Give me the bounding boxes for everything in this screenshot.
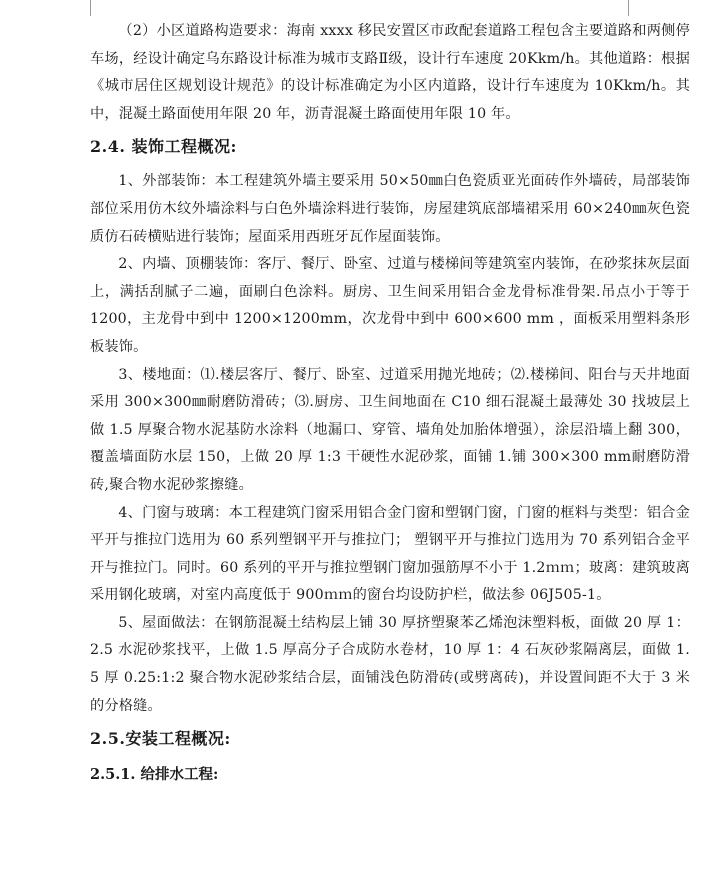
exterior-decoration-paragraph: 1、外部装饰：本工程建筑外墙主要采用 50×50㎜白色瓷质亚光面砖作外墙砖，局部装饰部位采用仿木纹外墙涂料与白色外墙涂料进行装饰，房屋建筑底部墙裙采用 60×240㎜灰色瓷质仿石砖横贴进行装饰；屋面采用西班牙瓦作屋面装饰。 (90, 173, 690, 245)
section-heading-decoration: 2.4. 装饰工程概况: (90, 137, 237, 157)
subsection-heading-plumbing: 2.5.1. 给排水工程: (90, 766, 219, 784)
floor-paragraph: 3、楼地面：⑴.楼层客厅、餐厅、卧室、过道采用抛光地砖；⑵.楼梯间、阳台与天井地面采用 300×300㎜耐磨防滑砖；⑶.厨房、卫生间地面在 C10 细石混凝土最薄处 30 找坡层上做 1.5 厚聚合物水泥基防水涂料（地漏口、穿管、墙角处加胎体增强），涂层沿墙上翻 300，覆盖墙面防水层 150，上做 20 厚 1:3 干硬性水泥砂浆，面铺 1.铺 300×300 mm耐磨防滑砖,聚合物水泥砂浆擦缝。 (90, 366, 690, 493)
roof-paragraph: 5、屋面做法：在钢筋混凝土结构层上铺 30 厚挤塑聚苯乙烯泡沫塑料板，面做 20 厚 1：2.5 水泥砂浆找平，上做 1.5 厚高分子合成防水卷材，10 厚 1：4 石灰砂浆隔离层，面做 1. 5 厚 0.25:1:2 聚合物水泥砂浆结合层，面铺浅色防滑砖(或劈离砖)，并设置间距不大于 3 米的分格缝。 (90, 614, 690, 714)
interior-ceiling-paragraph: 2、内墙、顶棚装饰：客厅、餐厅、卧室、过道与楼梯间等建筑室内装饰，在砂浆抹灰层面上，满括刮腻子二遍，面刷白色涂料。厨房、卫生间采用铝合金龙骨标准骨架.吊点小于等于 1200，主龙骨中到中 1200×1200mm，次龙骨中到中 600×600 mm ，面板采用塑料条形板装饰。 (90, 256, 690, 355)
document-body (90, 18, 690, 788)
section-heading-installation: 2.5.安装工程概况: (90, 729, 231, 749)
margin-crop-mark-left (90, 0, 91, 16)
margin-crop-mark-right (628, 0, 629, 16)
doors-windows-paragraph: 4、门窗与玻璃：本工程建筑门窗采用铝合金门窗和塑钢门窗，门窗的框料与类型：铝合金平开与推拉门选用为 60 系列塑钢平开与推拉门； 塑钢平开与推拉门选用为 70 系列铝合金平开与推拉门。同时。60 系列的平开与推拉塑钢门窗加强筋厚不小于 1.2ｍｍ；玻离：建筑玻离采用钢化玻璃，对室内高度低于 900ｍｍ的窗台均设防护栏，做法参 06J505-1。 (90, 504, 690, 604)
road-construction-paragraph: （2）小区道路构造要求：海南 xxxx 移民安置区市政配套道路工程包含主要道路和两侧停车场，经设计确定乌东路设计标准为城市支路Ⅱ级，设计行车速度 20Kkm/h。其他道路：根据《城市居住区规划设计规范》的设计标准确定为小区内道路，设计行车速度为 10Kkm/h。其中，混凝土路面使用年限 20 年，沥青混凝土路面使用年限 10 年。 (90, 23, 690, 122)
